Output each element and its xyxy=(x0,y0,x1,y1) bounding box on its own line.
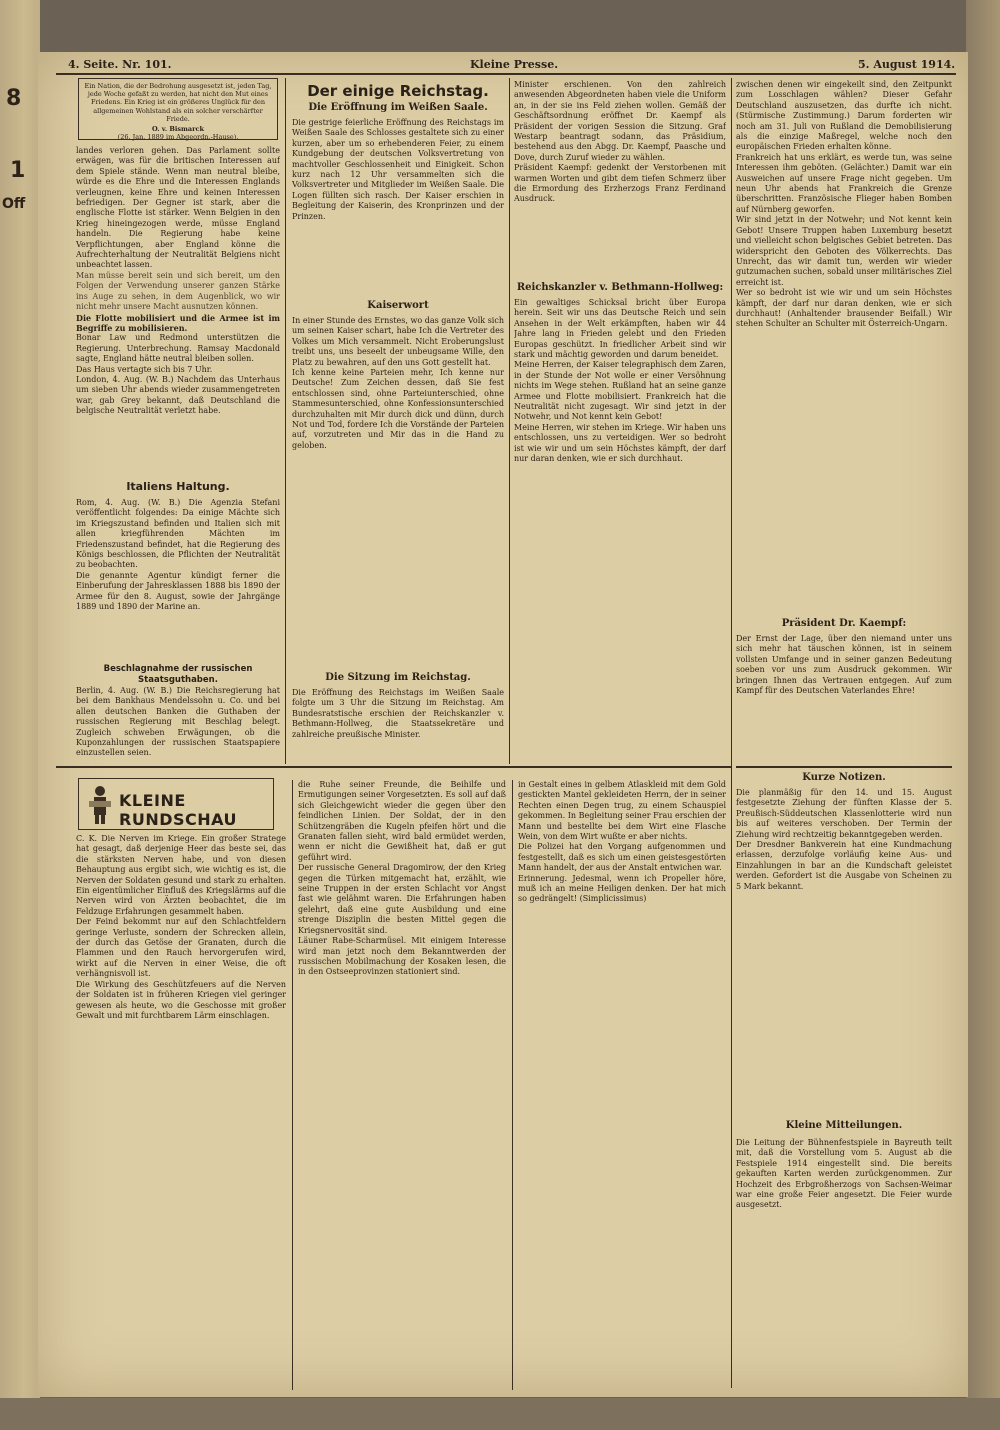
column-4-article xyxy=(736,80,952,612)
quote-source: (26. Jan. 1889 im Abgeordn.-Hause). xyxy=(117,133,239,142)
article-text: Ein gewaltiges Schicksal bricht über Europa herein. Seit wir uns das Deutsche Reich und sein Ansehen in der Welt erkämpften, haben wir 44 Jahre lang in Frieden gelebt und den Frieden Europas geschützt. In friedlicher Arbeit sind wir stark und mächtig geworden und darum beneidet. xyxy=(514,298,726,360)
article-text: Die genannte Agentur kündigt ferner die Einberufung der Jahresklassen 1888 bis 1890 der Armee für den 8. August, sowie der Jahrgänge 1889 und 1890 der Marine an. xyxy=(76,570,280,612)
column-3-article xyxy=(514,80,726,276)
article-text: Der russische General Dragomirow, der den Krieg gegen die Türken mitgemacht hat, erzählt, wie seine Truppen in der ersten Schlacht vor Angst fast wie gelähmt waren. Die Erfahrungen haben gelehrt, daß eine gute Ausbildung und eine strenge Disziplin die besten Mittel gegen die Kriegsnervosität sind. xyxy=(298,863,506,935)
bismarck-quote-box xyxy=(78,78,278,140)
article-text: Der Ernst der Lage, über den niemand unter uns sich mehr hat täuschen können, ist in seinem vollsten Umfange und in seiner ganzen Bedeutung soeben vor uns zum Ausdruck gekommen. Wir bringen Ihnen das Vertrauen entgegen. Auf zum Kampf für des Deutschen Vaterlandes Ehre! xyxy=(736,634,952,696)
kaiserwort-heading: Kaiserwort xyxy=(367,300,429,311)
article-text: Bonar Law und Redmond unterstützen die Regierung. Unterbrechung. Ramsay Macdonald sagte, England hätte neutral bleiben sollen. xyxy=(76,333,280,364)
kleine-rundschau-banner xyxy=(78,778,274,830)
margin-mark: 8 xyxy=(6,86,22,111)
article-text: Rom, 4. Aug. (W. B.) Die Agenzia Stefani veröffentlicht folgendes: Da einige Mächte sich im Kriegszustand befinden und Italien sich mit allen kriegführenden Mächten im Friedenszustand befindet, hat die Regierung des Königs beschlossen, die Pflichten der Neutralität zu beobachten. xyxy=(76,498,280,570)
article-text: Läuner Rabe-Scharmüsel. Mit einigem Interesse wird man jetzt noch dem Bekanntwerden der russischen Mobilmachung der Kosaken lesen, die in den Ostseeprovinzen stationiert sind. xyxy=(298,936,506,977)
article-text: Man müsse bereit sein und sich bereit, um den Folgen der Verwendung unserer ganzen Stärke ins Auge zu sehen, in dem Augenblick, wo wir nicht mehr unsere Macht ausnutzen können. xyxy=(76,270,280,312)
header-rule xyxy=(56,73,956,75)
article-text: London, 4. Aug. (W. B.) Nachdem das Unterhaus um sieben Uhr abends wieder zusammengetreten war, gab Grey bekannt, daß Deutschland die belgische Neutralität verletzt habe. xyxy=(76,374,280,416)
margin-mark: Off xyxy=(2,196,26,212)
article-text: Das Haus vertagte sich bis 7 Uhr. xyxy=(76,364,213,374)
session-heading: Die Sitzung im Reichstag. xyxy=(325,672,471,683)
article-text: Meine Herren, der Kaiser telegraphisch dem Zaren, in der Stunde der Not wolle er einer Versöhnung nichts im Wege stehen. Rußland hat an seine ganze Armee und Flotte mobilisiert. Frankreich hat die Neutralität nicht zugesagt. Wir sind jetzt in der Notwehr, und Not kennt kein Gebot! xyxy=(514,360,726,422)
article-text: zwischen denen wir eingekeilt sind, den Zeitpunkt zum Losschlagen wählen? Dieser Gefahr Deutschland auszusetzen, das durfte ich nicht. (Stürmische Zustimmung.) Darum forderten wir noch am 31. Juli von Rußland die Demobilisierung als die einzige Maßregel, welche noch den europäischen Frieden erhalten könne. xyxy=(736,80,952,152)
article-text: C. K. Die Nerven im Kriege. Ein großer Stratege hat gesagt, daß derjenige Heer das beste sei, das die stärksten Nerven habe, und von diesen Behauptung aus ergibt sich, wie wichtig es ist, die Nerven der Soldaten gesund und stark zu erhalten. Ein eigentümlicher Einfluß des Kriegslärms auf die Nerven wird von Ärzten beobachtet, die im Feldzuge Erfahrungen gesammelt haben. xyxy=(76,834,286,916)
column-rule xyxy=(509,78,510,764)
article-text: in Gestalt eines in gelbem Atlaskleid mit dem Gold gestickten Mantel gekleideten Herrn, der in seiner Rechten einen Degen trug, zu einem Schauspiel gekommen. In Begleitung seiner Frau erschien der Mann und bestellte bei dem Wirt eine Flasche Wein, von dem Wirt wußte er aber nichts. xyxy=(518,780,726,842)
page-number: 4. Seite. Nr. 101. xyxy=(68,58,172,71)
kaiserwort-article xyxy=(292,316,504,666)
article-text: Die Wirkung des Geschützfeuers auf die Nerven der Soldaten ist in früheren Kriegen viel geringer gewesen als heute, wo die Geschosse mit großer Gewalt und mit furchtbarem Lärm einschlagen. xyxy=(76,979,286,1020)
article-text: Wir sind jetzt in der Notwehr; und Not kennt kein Gebot! Unsere Truppen haben Luxemburg besetzt und vielleicht schon belgisches Gebiet betreten. Das widerspricht den Geboten des Völkerrechts. Das Unrecht, das wir damit tun, werden wir wieder gutzumachen suchen, sobald unser militärisches Ziel erreicht ist. xyxy=(736,215,952,287)
notes-heading: Kurze Notizen. xyxy=(802,772,886,783)
article-text: Der Dresdner Bankverein hat eine Kundmachung erlassen, derzufolge vorläufig keine Aus- und Einzahlungen in bar an die Kundschaft geleistet werden. Gefordert ist die Ausgabe von Scheinen zu 5 Mark bekannt. xyxy=(736,840,952,891)
misc-heading: Kleine Mitteilungen. xyxy=(785,1120,903,1131)
adjacent-page-edge-right xyxy=(966,0,1000,1430)
russia-headline: Beschlagnahme der russischen Staatsguthaben. xyxy=(103,664,253,685)
rundschau-article xyxy=(76,834,286,1390)
president-speech xyxy=(736,634,952,762)
article-text: die Ruhe seiner Freunde, die Beihilfe und Ermutigungen seiner Vorgesetzten. Es soll auf daß sich Gleichgewicht wieder die gegen über den feindlichen Linien. Der Soldat, der in den Schützengräben die Kugeln pfeifen hört und die Granaten fallen sieht, wird bald ermüdet werden, wenn er nicht die Gewißheit hat, daß er gut geführt wird. xyxy=(298,780,506,862)
president-heading: Präsident Dr. Kaempf: xyxy=(781,618,907,629)
reichstag-article xyxy=(292,118,504,294)
scan-bottom-edge xyxy=(0,1398,1000,1430)
section-rule xyxy=(736,766,952,768)
adjacent-page-edge-left xyxy=(0,0,40,1430)
article-text: Erinnerung. Jedesmal, wenn ich Propeller höre, muß ich an meine Heiligen denken. Der hat mich so gedrängelt! (Simplicissimus) xyxy=(518,873,726,904)
quote-text: Ein Nation, die der Bedrohung ausgesetzt ist, jeden Tag, jede Woche gefaßt zu werden, hat nicht den Mut eines Friedens. Ein Krieg ist ein größeres Unglück für den allgemeinen Wohlstand als ein solcher verschärfter Friede. xyxy=(84,82,272,123)
article-text: Die gestrige feierliche Eröffnung des Reichstags im Weißen Saale des Schlosses gestaltete sich zu einer kurzen, aber um so erhebenderen Feier, zu einem Kundgebung der deutschen Volksvertretung von machtvoller Geschlossenheit und Einigkeit. Schon kurz nach 12 Uhr versammelten sich die Volksvertreter und Mitglieder im Weißen Saale. Die Logen füllten sich rasch. Der Kaiser erschien in Begleitung der Kaiserin, des Kronprinzen und der Prinzen. xyxy=(292,118,504,221)
article-text: Die Polizei hat den Vorgang aufgenommen und festgestellt, daß es sich um einen geistesgestörten Mann handelt, der aus der Anstalt entwichen war. xyxy=(518,842,726,873)
article-text: Die Eröffnung des Reichstags im Weißen Saale folgte um 3 Uhr die Sitzung im Reichstag. Am Bundesratstische erschien der Reichskanzler v. Bethmann-Hollweg, die Staatssekretäre und zahlreiche preußische Minister. xyxy=(292,688,504,739)
quote-signature: O. v. Bismarck xyxy=(151,125,205,134)
article-text: landes verloren gehen. Das Parlament sollte erwägen, was für die britischen Interessen auf dem Spiele stände. Wenn man neutral bleibe, würde es die Ehre und die Interessen Englands verleugnen, keine Ehre und keinen Interessen befriedigen. Der Gegner ist stark, aber die englische Flotte ist stärker. Wenn Belgien in den Krieg hineingezogen werde, müsse England handeln. Die Regierung habe keine Verpflichtungen, aber England könne die Aufrechterhaltung der Neutralität Belgiens nicht unbeachtet lassen. xyxy=(76,146,280,270)
page-header xyxy=(50,58,956,74)
column-rule xyxy=(292,780,293,1390)
column-rule xyxy=(731,78,732,1388)
article-text: In einer Stunde des Ernstes, wo das ganze Volk sich um seinen Kaiser schart, habe Ich die Vertreter des Volkes um Mich versammelt. Nicht Eroberungslust treibt uns, uns beseelt der unbeugsame Wille, den Platz zu bewahren, auf den uns Gott gestellt hat. xyxy=(292,316,504,367)
reichstag-subhead: Die Eröffnung im Weißen Saale. xyxy=(308,102,488,113)
article-text: Berlin, 4. Aug. (W. B.) Die Reichsregierung hat bei dem Bankhaus Mendelssohn u. Co. und bei allen deutschen Banken die Guthaben der russischen Regierung mit Beschlag belegt. Zugleich schweben Erwägungen, ob die Kuponzahlungen der russischen Staatspapiere einzustellen seien. xyxy=(76,686,280,758)
italy-headline: Italiens Haltung. xyxy=(126,480,230,493)
article-text: Minister erschienen. Von den zahlreich anwesenden Abgeordneten haben viele die Uniform an, in der sie ins Feld ziehen wollen. Gemäß der Geschäftsordnung eröffnet Dr. Kaempf als Präsident der vorigen Session die Sitzung. Graf Westarp beantragt sodann, das Präsidium, bestehend aus den Abgg. Dr. Kaempf, Paasche und Dove, durch Zuruf wieder zu wählen. xyxy=(514,80,726,162)
chancellor-heading: Reichskanzler v. Bethmann-Hollweg: xyxy=(516,282,724,293)
article-text: Wer so bedroht ist wie wir und um sein Höchstes kämpft, der darf nur daran denken, wie er sich durchhaut! (Anhaltender brausender Beifall.) Wir stehen Schulter an Schulter mit Österreich-Ungarn. xyxy=(736,288,952,329)
article-text: Ich kenne keine Parteien mehr, Ich kenne nur Deutsche! Zum Zeichen dessen, daß Sie fest entschlossen sind, ohne Parteiunterschied, ohne Stammesunterschied, ohne Konfessionsunterschied durchzuhalten mit Mir durch dick und dünn, durch Not und Tod, fordere Ich die Vorstände der Parteien auf, vorzutreten und Mir das in die Hand zu geloben. xyxy=(292,368,504,450)
chancellor-speech xyxy=(514,298,726,762)
article-text: Die Flotte mobilisiert und die Armee ist im Begriffe zu mobilisieren. xyxy=(76,312,280,333)
article-text: Der Feind bekommt nur auf den Schlachtfeldern geringe Verluste, sondern der Schrecken allein, der durch das Getöse der Granaten, durch die Flammen und den Rauch hervorgerufen wird, wirkt auf die Nerven in einer Weise, die oft verhängnisvoll ist. xyxy=(76,917,286,979)
newspaper-title: Kleine Presse. xyxy=(470,58,559,71)
article-text: Die planmäßig für den 14. und 15. August festgesetzte Ziehung der fünften Klasse der 5. Preußisch-Süddeutschen Klassenlotterie wird nun bis auf weiteres verschoben. Der Termin der Ziehung wird rechtzeitig bekanntgegeben werden. xyxy=(736,788,952,839)
column-rule xyxy=(285,78,286,764)
margin-mark: 1 xyxy=(10,158,26,183)
notes-article xyxy=(736,788,952,1108)
article-text: Frankreich hat uns erklärt, es werde tun, was seine Interessen ihm geböten. (Gelächter.) Damit war ein Ausweichen auf unsere Frage nicht gegeben. Um neun Uhr abends hat Frankreich die Grenze überschritten. Französische Flieger haben Bomben auf Nürnberg geworfen. xyxy=(736,152,952,214)
issue-date: 5. August 1914. xyxy=(858,58,956,71)
article-text: Präsident Kaempf: gedenkt der Verstorbenen mit warmen Worten und gibt dem tiefen Schmerz über die Ermordung des Erzherzogs Franz Ferdinand Ausdruck. xyxy=(514,163,726,204)
rundschau-title: KLEINE RUNDSCHAU xyxy=(119,791,238,829)
russia-article xyxy=(76,686,280,762)
rundschau-column-3 xyxy=(518,780,726,1390)
session-article xyxy=(292,688,504,762)
column-1-article xyxy=(76,146,280,462)
reader-figure-icon xyxy=(85,783,115,825)
section-rule xyxy=(56,766,732,768)
rundschau-column-2 xyxy=(298,780,506,1390)
misc-article xyxy=(736,1138,952,1390)
column-rule xyxy=(512,780,513,1390)
article-text: Meine Herren, wir stehen im Kriege. Wir haben uns entschlossen, uns zu verteidigen. Wer so bedroht ist wie wir und um sein Höchstes kämpft, der darf nur daran denken, wie er sich durchhaut. xyxy=(514,422,726,464)
article-text: Die Leitung der Bühnenfestspiele in Bayreuth teilt mit, daß die Vorstellung vom 5. August ab die Festspiele 1914 eingestellt sind. Die bereits gekauften Karten werden zurückgenommen. Zur Hochzeit des Erbgroßherzogs von Sachsen-Weimar war eine große Feier angesetzt. Die Feier wurde ausgesetzt. xyxy=(736,1138,952,1210)
reichstag-headline: Der einige Reichstag. xyxy=(307,82,489,100)
italy-article xyxy=(76,498,280,658)
